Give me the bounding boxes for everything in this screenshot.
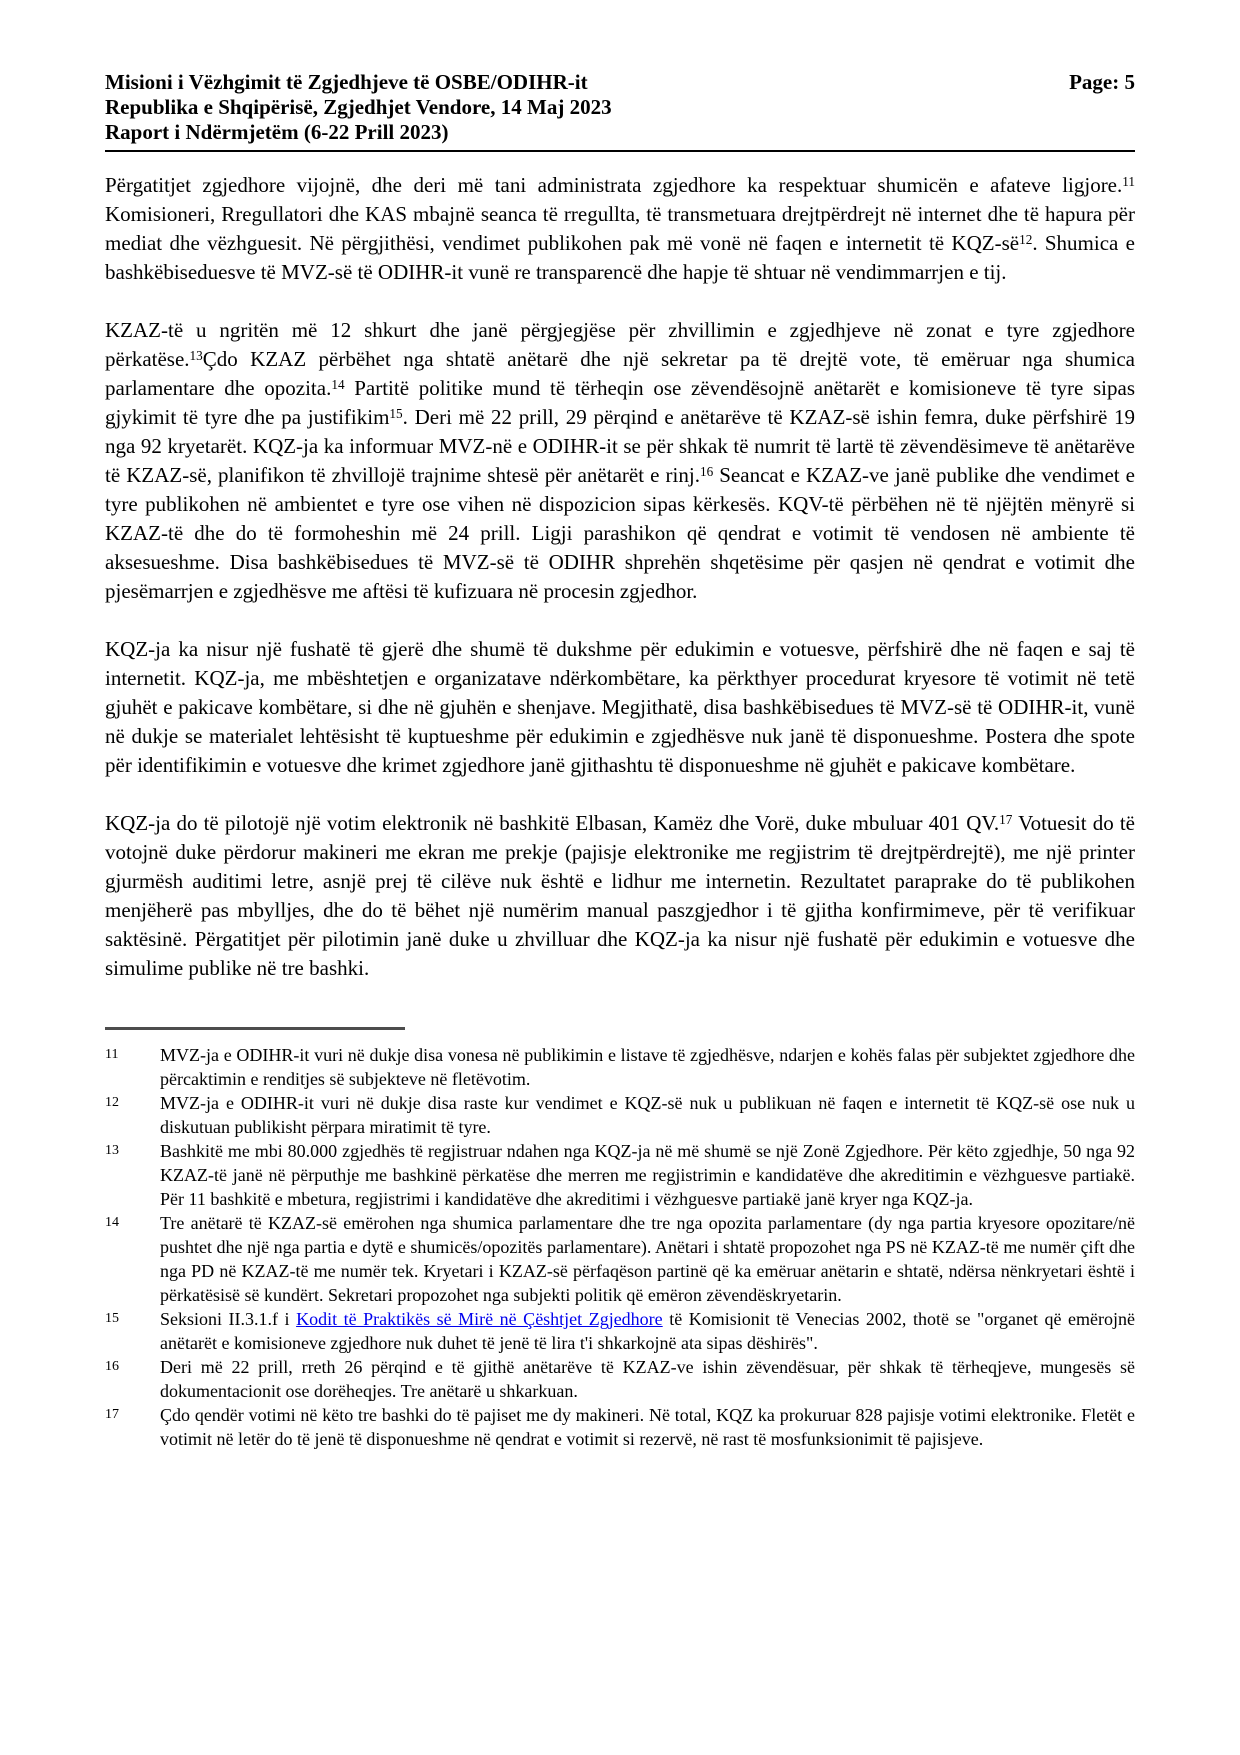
inline-link[interactable]: Kodit të Praktikës së Mirë në Çështjet Zgjedhore [296, 1309, 663, 1329]
footnote-ref: 11 [1122, 174, 1135, 190]
footnote-ref: 12 [1019, 232, 1033, 248]
paragraph-voter-education [105, 635, 1135, 780]
text-run: Tre anëtarë të KZAZ-së emërohen nga shumica parlamentare dhe tre nga opozita parlamentare (dy nga partia kryesore opozitare/në pushtet dhe një nga partia e dytë e shumicës/opozitës parlamentare). Anëtari i shtatë propozohet nga PS në KZAZ-të me numër çift dhe nga PD në KZAZ-të me numër tek. Kryetari i KZAZ-së përfaqëson partinë që ka emëruar anëtarin e shtatë, ndërsa nënkryetari është i përkatësisë së kundërt. Sekretari propozohet nga subjekti politik që emëron zëvendëskryetarin. [160, 1213, 1135, 1305]
footnote-text [160, 1043, 1135, 1091]
text-run: KZAZ-të u ngritën më 12 shkurt dhe janë përgjegjëse për zhvillimin e zgjedhjeve në zonat e tyre zgjedhore përkatëse. [105, 318, 1135, 371]
document-body [105, 171, 1135, 983]
text-run: Deri më 22 prill, rreth 26 përqind e të gjithë anëtarëve të KZAZ-ve ishin zëvendësuar, për shkak të tërheqjeve, mungesës së dokumentacionit ose dorëheqjes. Tre anëtarë u shkarkuan. [160, 1357, 1135, 1401]
footnote-ref: 15 [389, 406, 403, 422]
text-run: MVZ-ja e ODIHR-it vuri në dukje disa vonesa në publikimin e listave të zgjedhësve, ndarjen e kohës falas për subjektet zgjedhore dhe përcaktimin e renditjes së subjekteve në fletëvotim. [160, 1045, 1135, 1089]
footnote-number: 16 [105, 1359, 119, 1374]
footnotes-section [105, 1043, 1135, 1451]
footnote-ref: 16 [699, 464, 714, 480]
footnote-number: 17 [105, 1407, 119, 1422]
footnote-item [105, 1091, 1135, 1139]
header-divider [105, 150, 1135, 152]
footnote-number: 12 [105, 1095, 119, 1110]
footnote-number: 13 [105, 1143, 119, 1158]
text-run: Partitë politike mund të tërheqin ose zëvendësojnë anëtarët e komisioneve të tyre sipas gjykimit të tyre dhe pa justifikim [105, 376, 1136, 429]
footnote-ref: 13 [189, 348, 203, 364]
page-number: Page: 5 [1069, 70, 1135, 94]
footnote-number: 14 [105, 1215, 119, 1230]
text-run: . Shumica e bashkëbiseduesve të MVZ-së të ODIHR-it vunë re transparencë dhe hapje të shtuar në vendimmarrjen e tij. [105, 231, 1136, 284]
footnote-text [160, 1355, 1135, 1403]
paragraph-kzaz-commissions [105, 316, 1135, 606]
footnote-ref: 17 [999, 812, 1013, 828]
text-run: të Komisionit të Venecias 2002, thotë se "organet që emërojnë anëtarët e komisioneve zgjedhore nuk duhet të jenë të lira t'i shkarkojnë ata sipas dëshirës". [160, 1309, 1135, 1353]
header-subtitle: Republika e Shqipërisë, Zgjedhjet Vendore, 14 Maj 2023 [105, 95, 612, 119]
footnote-ref: 14 [331, 377, 345, 393]
footnote-item [105, 1403, 1135, 1451]
page-header [105, 70, 1135, 145]
footnote-number: 11 [105, 1047, 119, 1062]
text-run: Çdo KZAZ përbëhet nga shtatë anëtarë dhe një sekretar pa të drejtë vote, të emëruar nga shumica parlamentare dhe opozita. [105, 347, 1135, 400]
footnote-text [160, 1091, 1135, 1139]
text-run: Votuesit do të votojnë duke përdorur makineri me ekran me prekje (pajisje elektronike me regjistrim të drejtpërdrejtë), me një printer gjurmësh auditimi letre, asnjë prej të cilëve nuk është e lidhur me internetin. Rezultatet paraprake do të publikohen menjëherë pas mbylljes, dhe do të bëhet një numërim manual paszgjedhor i të gjitha konfirmimeve, për të verifikuar saktësinë. Përgatitjet për pilotimin janë duke u zhvilluar dhe KQZ-ja ka nisur një fushatë për edukimin e votuesve dhe simulime publike në tre bashki. [105, 811, 1135, 980]
footnote-item [105, 1355, 1135, 1403]
footnote-item [105, 1307, 1135, 1355]
text-run: Seancat e KZAZ-ve janë publike dhe vendimet e tyre publikohen në ambientet e tyre ose vihen në dispozicion sipas kërkesës. KQV-të përbëhen në të njëjtën mënyrë si KZAZ-të dhe do të formoheshin më 24 prill. Ligji parashikon që qendrat e votimit të vendosen në ambiente të aksesueshme. Disa bashkëbisedues të MVZ-së të ODIHR shprehën shqetësime për qasjen në qendrat e votimit dhe pjesëmarrjen e zgjedhësve me aftësi të kufizuara në procesin zgjedhor. [105, 463, 1136, 603]
text-run: Komisioneri, Rregullatori dhe KAS mbajnë seanca të rregullta, të transmetuara drejtpërdrejt në internet dhe të hapura për mediat dhe vëzhguesit. Në përgjithësi, vendimet publikohen pak më vonë në faqen e internetit të KQZ-së [105, 202, 1135, 255]
footnote-item [105, 1211, 1135, 1307]
footnote-text [160, 1139, 1135, 1211]
header-title-block [105, 70, 612, 145]
footnote-text [160, 1211, 1135, 1307]
footnote-number: 15 [105, 1311, 119, 1326]
footnote-item [105, 1139, 1135, 1211]
footnote-text [160, 1307, 1135, 1355]
text-run: Përgatitjet zgjedhore vijojnë, dhe deri më tani administrata zgjedhore ka respektuar shumicën e afateve ligjore. [105, 173, 1123, 197]
footnote-separator [105, 1027, 405, 1030]
text-run: Çdo qendër votimi në këto tre bashki do të pajiset me dy makineri. Në total, KQZ ka prokuruar 828 pajisje votimi elektronike. Fletët e votimit në letër do të jenë të disponueshme në qendrat e votimit si rezervë, në rast të mosfunksionimit të pajisjeve. [160, 1405, 1135, 1449]
footnote-item [105, 1043, 1135, 1091]
header-mission-title: Misioni i Vëzhgimit të Zgjedhjeve të OSBE/ODIHR-it [105, 70, 588, 94]
paragraph-electronic-voting-pilot [105, 809, 1135, 983]
text-run: Bashkitë me mbi 80.000 zgjedhës të regjistruar ndahen nga KQZ-ja në më shumë se një Zonë Zgjedhore. Për këto zgjedhje, 50 nga 92 KZAZ-të janë në përputhje me bashkinë përkatëse dhe merren me regjistrimin e kandidatëve dhe akreditimin e vëzhguesve partiakë. Për 11 bashkitë e mbetura, regjistrimi i kandidatëve dhe akreditimi i vëzhguesve partiakë janë kryer nga KQZ-ja. [160, 1141, 1135, 1209]
footnote-text [160, 1403, 1135, 1451]
text-run: . Deri më 22 prill, 29 përqind e anëtarëve të KZAZ-së ishin femra, duke përfshirë 19 nga 92 kryetarët. KQZ-ja ka informuar MVZ-në e ODIHR-it se për shkak të numrit të lartë të zëvendësimeve të anëtarëve të KZAZ-së, planifikon të zhvillojë trajnime shtesë për anëtarët e rinj. [105, 405, 1136, 487]
text-run: MVZ-ja e ODIHR-it vuri në dukje disa raste kur vendimet e KQZ-së nuk u publikuan në faqen e internetit të KQZ-së ose nuk u diskutuan publikisht përpara miratimit të tyre. [160, 1093, 1135, 1137]
text-run: KQZ-ja ka nisur një fushatë të gjerë dhe shumë të dukshme për edukimin e votuesve, përfshirë dhe në faqen e saj të internetit. KQZ-ja, me mbështetjen e organizatave ndërkombëtare, ka përkthyer procedurat kryesore të votimit në tetë gjuhët e pakicave kombëtare, si dhe në gjuhën e shenjave. Megjithatë, disa bashkëbisedues të MVZ-së të ODIHR-it, vunë në dukje se materialet lehtësisht të kuptueshme për edukimin e zgjedhësve nuk janë të disponueshme. Postera dhe spote për identifikimin e votuesve dhe krimet zgjedhore janë gjithashtu të disponueshme në gjuhët e pakicave kombëtare. [105, 637, 1135, 777]
text-run: KQZ-ja do të pilotojë një votim elektronik në bashkitë Elbasan, Kamëz dhe Vorë, duke mbuluar 401 QV. [105, 811, 1000, 835]
text-run: Seksioni II.3.1.f i [160, 1309, 297, 1329]
paragraph-election-preparations [105, 171, 1135, 287]
header-report-title: Raport i Ndërmjetëm (6-22 Prill 2023) [105, 120, 449, 144]
